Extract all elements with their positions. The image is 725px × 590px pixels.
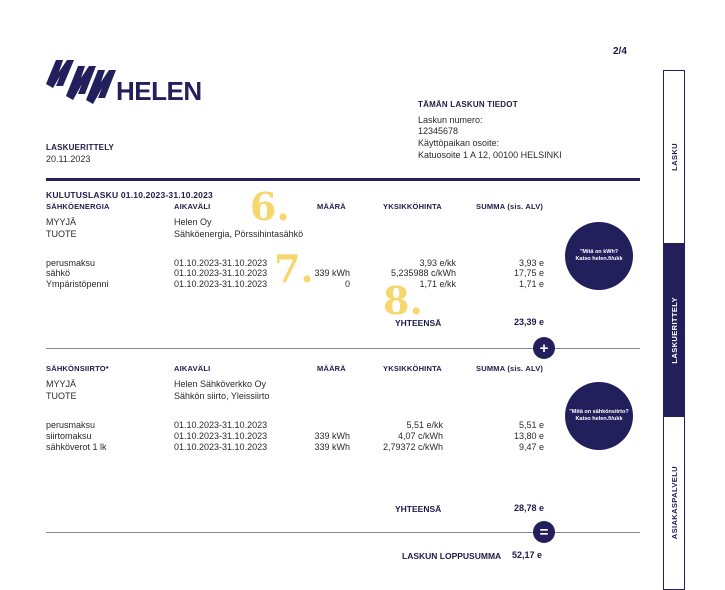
energy-total-label: YHTEENSÄ — [395, 318, 442, 328]
transfer-row-sum: 9,47 e — [518, 442, 544, 452]
energy-total-value: 23,39 e — [513, 317, 544, 327]
transfer-row-name: perusmaksu — [46, 420, 96, 430]
transfer-row-period: 01.10.2023-31.10.2023 — [174, 442, 268, 452]
tab-specification-label: LASKUERITTELY — [669, 296, 679, 364]
transfer-row-period: 01.10.2023-31.10.2023 — [174, 431, 268, 441]
transfer-col-quantity: MÄÄRÄ — [317, 364, 346, 373]
energy-row-quantity: 0 — [344, 279, 350, 289]
transfer-col-sum: SUMMA (sis. ALV) — [476, 364, 544, 373]
transfer-total-value: 28,78 e — [513, 503, 544, 513]
page-number: 2/4 — [613, 46, 627, 57]
annotation-six: 6. — [250, 184, 290, 229]
energy-col-period: AIKAVÄLI — [174, 202, 211, 211]
energy-row-unit-price: 1,71 e/kk — [419, 279, 456, 289]
transfer-total-label: YHTEENSÄ — [395, 504, 442, 514]
transfer-product-value: Sähkön siirto, Yleissiirto — [174, 391, 270, 401]
transfer-row-name: sähköverot 1 lk — [46, 442, 107, 452]
energy-row-sum: 1,71 e — [518, 279, 544, 289]
tab-invoice-label: LASKU — [669, 143, 679, 171]
transfer-help-bubble[interactable]: "Mitä on sähkönsiirto? Katso helen.fi/ukk — [565, 382, 633, 450]
energy-product-label: TUOTE — [46, 229, 77, 239]
tab-customer-service-label: ASIAKASPALVELU — [669, 466, 679, 540]
energy-product-value: Sähköenergia, Pörssihintasähkö — [174, 229, 304, 239]
transfer-row-quantity: 339 kWh — [314, 431, 350, 441]
transfer-row-sum: 13,80 e — [513, 431, 544, 441]
invoice-number-value: 12345678 — [418, 126, 459, 136]
energy-seller-value: Helen Oy — [174, 217, 212, 227]
energy-heading: KULUTUSLASKU 01.10.2023-31.10.2023 — [46, 190, 213, 200]
energy-row-period: 01.10.2023-31.10.2023 — [174, 258, 268, 268]
tab-customer-service[interactable] — [663, 416, 685, 590]
transfer-row-quantity: 339 kWh — [314, 442, 350, 452]
transfer-seller-value: Helen Sähköverkko Oy — [174, 379, 267, 389]
energy-row-sum: 3,93 e — [518, 258, 544, 268]
transfer-seller-label: MYYJÄ — [46, 379, 77, 389]
tab-specification[interactable] — [663, 244, 685, 416]
transfer-row-unit-price: 2,79372 c/kWh — [382, 442, 443, 452]
energy-row-quantity: 339 kWh — [314, 268, 350, 278]
energy-row-period: 01.10.2023-31.10.2023 — [174, 268, 268, 278]
energy-col-unit-price: YKSIKKÖHINTA — [383, 202, 442, 211]
equals-icon: = — [533, 521, 555, 543]
tab-invoice[interactable] — [663, 70, 685, 244]
annotation-seven: 7. — [274, 246, 314, 291]
energy-col-quantity: MÄÄRÄ — [317, 202, 346, 211]
transfer-row-period: 01.10.2023-31.10.2023 — [174, 420, 268, 430]
energy-row-unit-price: 3,93 e/kk — [419, 258, 456, 268]
transfer-row-unit-price: 5,51 e/kk — [406, 420, 443, 430]
grand-total-value: 52,17 e — [512, 550, 543, 560]
specification-title: LASKUERITTELY — [46, 143, 115, 152]
transfer-row-sum: 5,51 e — [518, 420, 544, 430]
energy-row-period: 01.10.2023-31.10.2023 — [174, 279, 268, 289]
logo-text: HELEN — [116, 76, 202, 106]
energy-row-sum: 17,75 e — [513, 268, 544, 278]
energy-row-name: Ympäristöpenni — [46, 279, 109, 289]
annotation-eight: 8. — [383, 278, 423, 323]
helen-logo — [46, 56, 202, 111]
transfer-row-unit-price: 4,07 c/kWh — [397, 431, 443, 441]
header-divider — [46, 178, 640, 181]
transfer-col-unit-price: YKSIKKÖHINTA — [383, 364, 442, 373]
energy-row-name: perusmaksu — [46, 258, 96, 268]
energy-seller-label: MYYJÄ — [46, 217, 77, 227]
invoice-info-title: TÄMÄN LASKUN TIEDOT — [418, 100, 518, 109]
address-value: Katuosoite 1 A 12, 00100 HELSINKI — [418, 150, 562, 160]
helen-logo-icon — [46, 56, 118, 106]
specification-date: 20.11.2023 — [46, 154, 91, 164]
transfer-col-period: AIKAVÄLI — [174, 364, 211, 373]
grand-total-label: LASKUN LOPPUSUMMA — [402, 551, 502, 561]
energy-col-sum: SUMMA (sis. ALV) — [476, 202, 544, 211]
transfer-product-label: TUOTE — [46, 391, 77, 401]
energy-help-bubble[interactable]: "Mitä on kWh? Katso helen.fi/ukk — [565, 222, 633, 290]
energy-row-name: sähkö — [46, 268, 71, 278]
energy-row-unit-price: 5,235988 c/kWh — [390, 268, 456, 278]
address-label: Käyttöpaikan osoite: — [418, 138, 500, 148]
plus-icon: + — [533, 337, 555, 359]
energy-col-name: SÄHKÖENERGIA — [46, 202, 110, 211]
transfer-col-name: SÄHKÖNSIIRTO* — [46, 364, 109, 373]
transfer-row-name: siirtomaksu — [46, 431, 92, 441]
invoice-number-label: Laskun numero: — [418, 115, 483, 125]
